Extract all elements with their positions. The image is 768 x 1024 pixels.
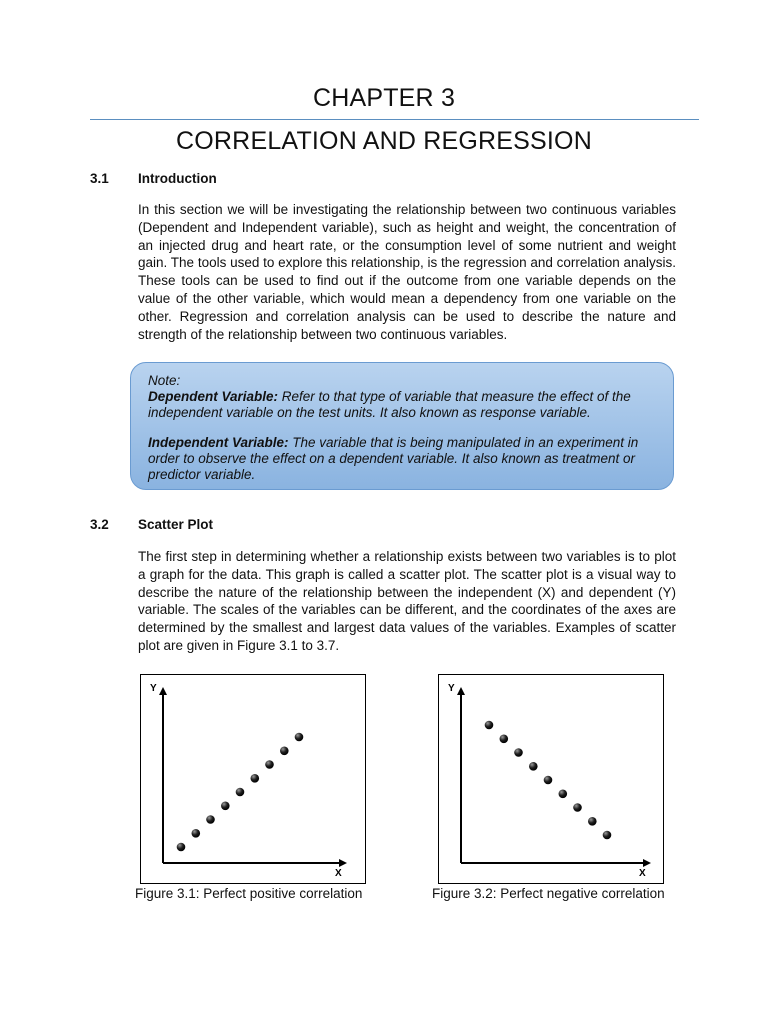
y-axis-arrow bbox=[159, 687, 167, 695]
data-point bbox=[529, 762, 538, 771]
section-3-1-heading bbox=[90, 171, 217, 186]
y-axis-label: Y bbox=[150, 683, 157, 694]
note-label: Note: bbox=[148, 373, 181, 388]
section-number: 3.1 bbox=[90, 171, 109, 186]
introduction-paragraph: In this section we will be investigating the relationship between two continuous variables (Dependent and Independent variable), such as height and weight, the concentration of an injected drug and heart rate, or the consumption level of some nutrient and weight gain. The tools used to explore this relationship, is the regression and correlation analysis. These tools can be used to find out if the outcome from one variable depends on the value of the other variable, which would mean a dependency from one variable on the other. Regression and correlation analysis can be used to describe the nature and strength of the relationship between two continuous variables. bbox=[138, 202, 676, 342]
x-axis-label: X bbox=[335, 868, 342, 879]
section-number: 3.2 bbox=[90, 517, 109, 532]
dependent-variable-definition: Refer to that type of variable that measure the effect of the independent variable on the test units. It also known as response variable. bbox=[148, 388, 631, 420]
note-box bbox=[130, 362, 674, 490]
figure-3-2-caption: Figure 3.2: Perfect negative correlation bbox=[432, 886, 665, 901]
x-axis-label: X bbox=[639, 868, 646, 879]
figure-3-1-plot bbox=[141, 675, 365, 883]
y-axis-label: Y bbox=[448, 683, 455, 694]
dependent-variable-term: Dependent Variable: bbox=[148, 388, 279, 404]
x-axis-arrow bbox=[643, 859, 651, 867]
data-point bbox=[500, 735, 509, 744]
figure-3-1-chart bbox=[140, 674, 366, 884]
data-point bbox=[573, 803, 582, 812]
data-point bbox=[603, 831, 612, 840]
section-3-2-heading bbox=[90, 517, 213, 532]
section-title: Introduction bbox=[138, 171, 217, 186]
chapter-heading: CHAPTER 3 bbox=[312, 84, 456, 112]
chapter-title: CORRELATION AND REGRESSION bbox=[176, 127, 592, 155]
data-point bbox=[485, 721, 494, 730]
data-point bbox=[280, 747, 289, 756]
data-point bbox=[514, 748, 523, 757]
figure-3-1-caption: Figure 3.1: Perfect positive correlation bbox=[135, 886, 363, 901]
y-axis-arrow bbox=[457, 687, 465, 695]
data-point bbox=[221, 802, 230, 811]
data-point bbox=[295, 733, 304, 742]
data-point bbox=[206, 815, 215, 824]
independent-variable-definition: The variable that is being manipulated in an experiment in order to observe the effect on a dependent variable. It also known as treatment or predictor variable. bbox=[148, 435, 639, 482]
data-point bbox=[544, 776, 553, 785]
section-title: Scatter Plot bbox=[138, 517, 214, 532]
data-point bbox=[588, 817, 597, 826]
independent-variable-term: Independent Variable: bbox=[148, 435, 289, 451]
data-point bbox=[192, 829, 201, 838]
figure-3-2-plot bbox=[439, 675, 663, 883]
data-point bbox=[236, 788, 245, 797]
heading-divider bbox=[90, 119, 699, 120]
x-axis-arrow bbox=[339, 859, 347, 867]
dependent-variable-note bbox=[148, 389, 657, 421]
data-point bbox=[265, 760, 274, 769]
data-point bbox=[559, 790, 568, 799]
scatter-plot-paragraph: The first step in determining whether a relationship exists between two variables is to plot a graph for the data. This graph is called a scatter plot. The scatter plot is a visual way to describe the nature of the relationship between the independent (X) and dependent (Y) variable. The scales of the variables can be different, and the coordinates of the axes are determined by the smallest and largest data values of the variables. Examples of scatter plot are given in Figure 3.1 to 3.7. bbox=[138, 549, 676, 653]
data-point bbox=[177, 843, 186, 852]
independent-variable-note bbox=[148, 435, 657, 482]
figure-3-2-chart bbox=[438, 674, 664, 884]
data-point bbox=[251, 774, 260, 783]
